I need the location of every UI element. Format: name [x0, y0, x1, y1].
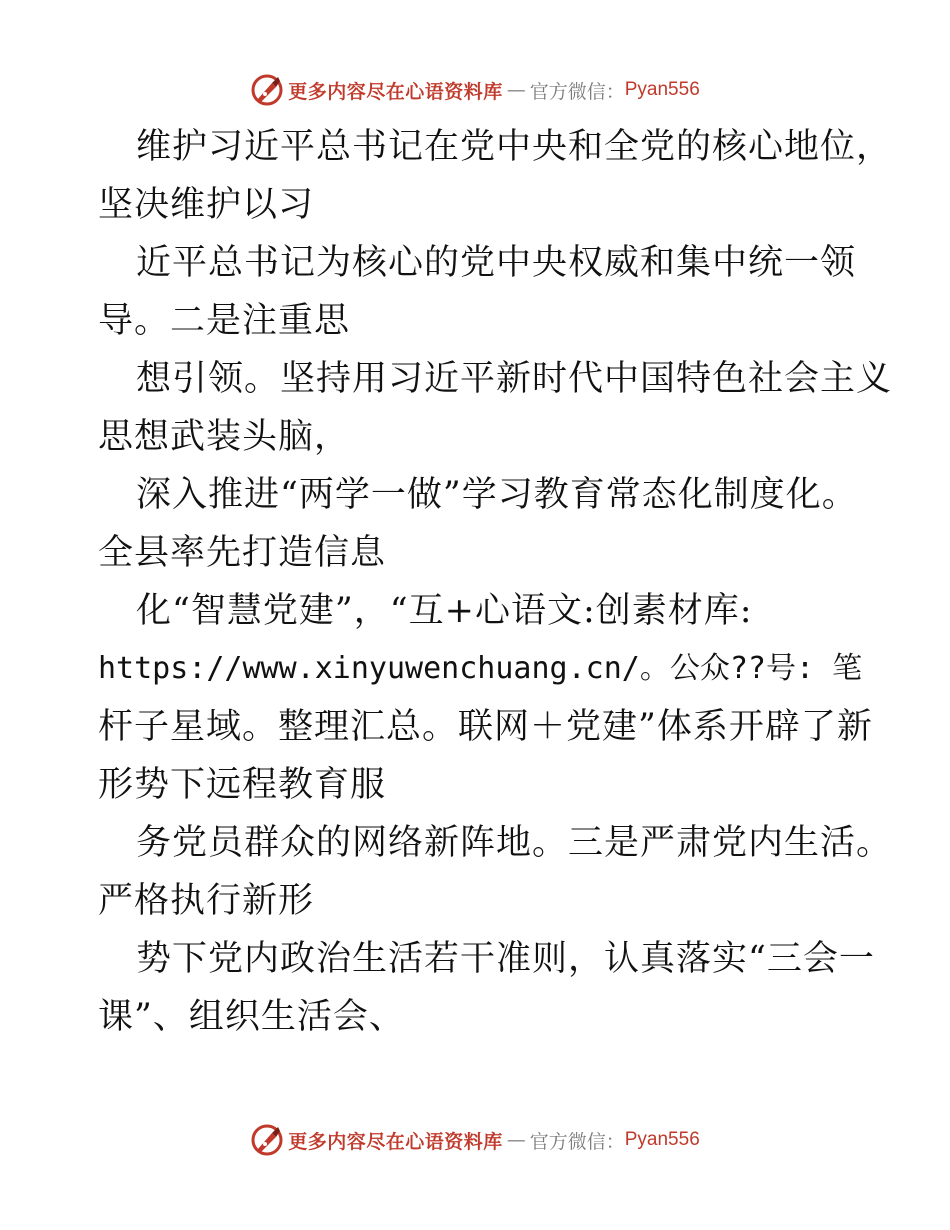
body-line: 维护习近平总书记在党中央和全党的核心地位， [136, 127, 893, 167]
body-line: 杆子星域。整理汇总。联网＋党建”体系开辟了新 [98, 707, 873, 747]
body-line: 全县率先打造信息 [98, 533, 387, 573]
body-line: 化“智慧党建”，“互+心语文:创素材库: [136, 591, 753, 631]
body-line: 势下党内政治生活若干准则，认真落实“三会一 [136, 939, 875, 979]
body-line: 形势下远程教育服 [98, 765, 387, 805]
footer-separator: — [506, 1129, 526, 1151]
body-line: 严格执行新形 [98, 881, 315, 921]
body-line: 导。二是注重思 [98, 301, 351, 341]
footer-site-text: 更多内容尽在心语资料库 [288, 1130, 503, 1153]
body-line: 思想武装头脑， [98, 417, 351, 457]
body-line: 想引领。坚持用习近平新时代中国特色社会主义 [136, 359, 893, 399]
footer-official-label: 官方微信： [529, 1130, 625, 1153]
page-footer-banner [0, 1120, 950, 1160]
pen-nib-logo-icon [250, 73, 284, 107]
header-wechat-id: Pyan556 [624, 79, 700, 100]
body-line: 坚决维护以习 [98, 185, 315, 225]
body-line: 课”、组织生活会、 [98, 997, 405, 1037]
body-line: 务党员群众的网络新阵地。三是严肃党内生活。 [136, 823, 893, 863]
header-site-text: 更多内容尽在心语资料库 [288, 80, 503, 103]
body-line: 深入推进“两学一做”学习教育常态化制度化。 [136, 475, 858, 515]
pen-nib-logo-icon [250, 1123, 284, 1157]
footer-wechat-id: Pyan556 [624, 1129, 700, 1150]
body-line-url: https://www.xinyuwenchuang.cn/。公众??号: 笔 [98, 651, 863, 686]
body-line: 近平总书记为核心的党中央权威和集中统一领 [136, 243, 857, 283]
document-body [98, 118, 893, 1046]
header-separator: — [506, 79, 526, 101]
page-header-banner [0, 70, 950, 110]
header-official-label: 官方微信： [529, 80, 625, 103]
